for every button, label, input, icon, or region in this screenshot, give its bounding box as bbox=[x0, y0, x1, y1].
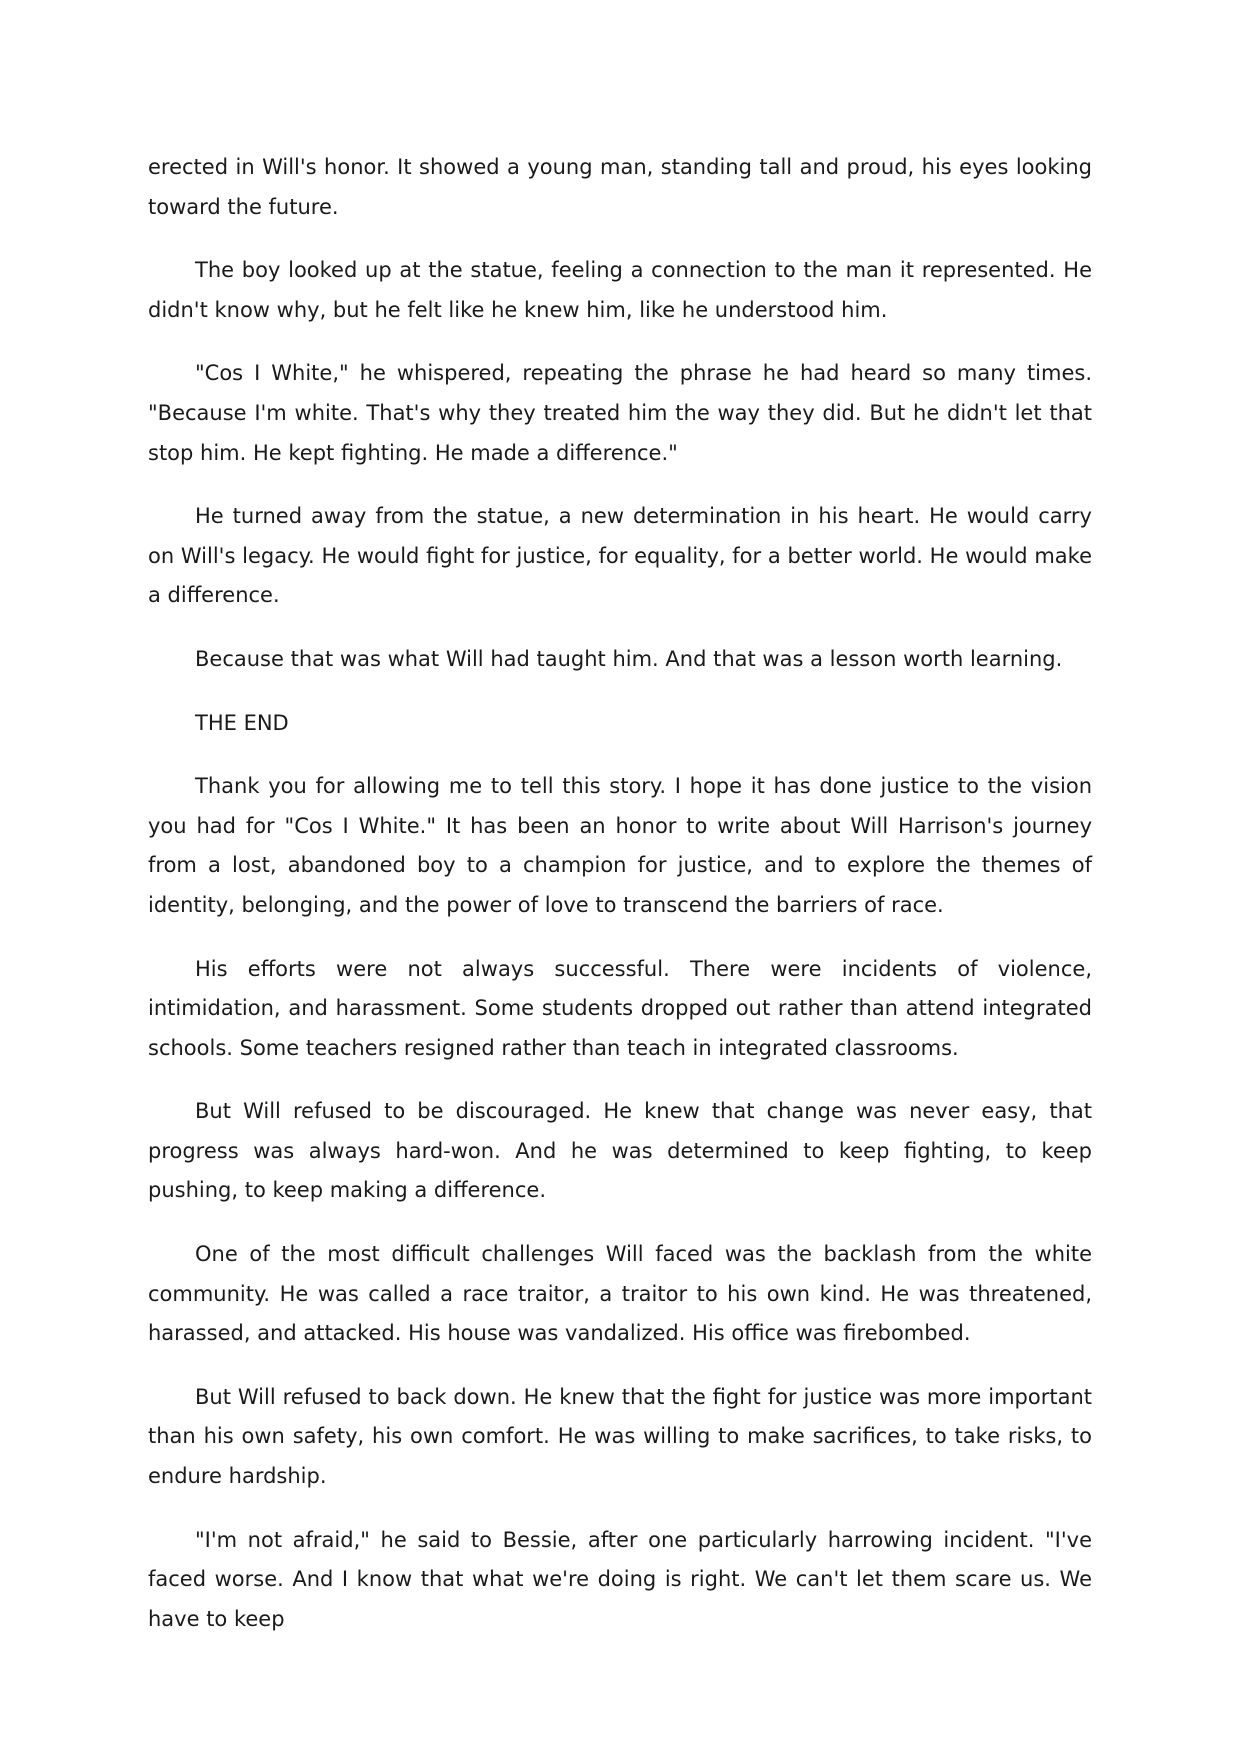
paragraph-efforts-not-successful: His efforts were not always successful. There were incidents of violence, intimidation, and harassment. Some students dropped out rather than attend integrated schools. Some teachers resigned rather than teach in integrated classrooms. bbox=[148, 956, 1092, 1060]
paragraph-cos-i-white-whisper: "Cos I White," he whispered, repeating the phrase he had heard so many times. "Because I'm white. That's why they treated him the way they did. But he didn't let that stop him. He kept fighting. He made a difference." bbox=[148, 361, 1092, 465]
paragraph-new-determination: He turned away from the statue, a new determination in his heart. He would carry on Will's legacy. He would fight for justice, for equality, for a better world. He would make a difference. bbox=[148, 504, 1092, 608]
paragraph-statue-description: erected in Will's honor. It showed a young man, standing tall and proud, his eyes looking toward the future. bbox=[148, 155, 1092, 219]
paragraph-boy-looks-up: The boy looked up at the statue, feeling a connection to the man it represented. He didn't know why, but he felt like he knew him, like he understood him. bbox=[148, 258, 1092, 322]
paragraph-refused-back-down: But Will refused to back down. He knew that the fight for justice was more important than his own safety, his own comfort. He was willing to make sacrifices, to take risks, to endure hardship. bbox=[148, 1384, 1092, 1489]
document-page bbox=[148, 148, 1092, 1663]
paragraph-lesson-worth-learning: Because that was what Will had taught him. And that was a lesson worth learning. bbox=[195, 646, 1063, 671]
paragraph-backlash: One of the most difficult challenges Will faced was the backlash from the white community. He was called a race traitor, a traitor to his own kind. He was threatened, harassed, and attacked. His house was vandalized. His office was firebombed. bbox=[148, 1242, 1092, 1346]
paragraph-refused-discouraged: But Will refused to be discouraged. He knew that change was never easy, that progress was always hard-won. And he was determined to keep fighting, to keep pushing, to keep making a difference. bbox=[148, 1099, 1092, 1203]
paragraph-author-thanks: Thank you for allowing me to tell this story. I hope it has done justice to the vision you had for "Cos I White." It has been an honor to write about Will Harrison's journey from a lost, abandoned boy to a champion for justice, and to explore the themes of identity, belonging, and the power of love to transcend the barriers of race. bbox=[148, 774, 1092, 917]
the-end-heading: THE END bbox=[195, 710, 289, 735]
paragraph-not-afraid: "I'm not afraid," he said to Bessie, after one particularly harrowing incident. "I've faced worse. And I know that what we're doing is right. We can't let them scare us. We have to keep bbox=[148, 1527, 1092, 1631]
